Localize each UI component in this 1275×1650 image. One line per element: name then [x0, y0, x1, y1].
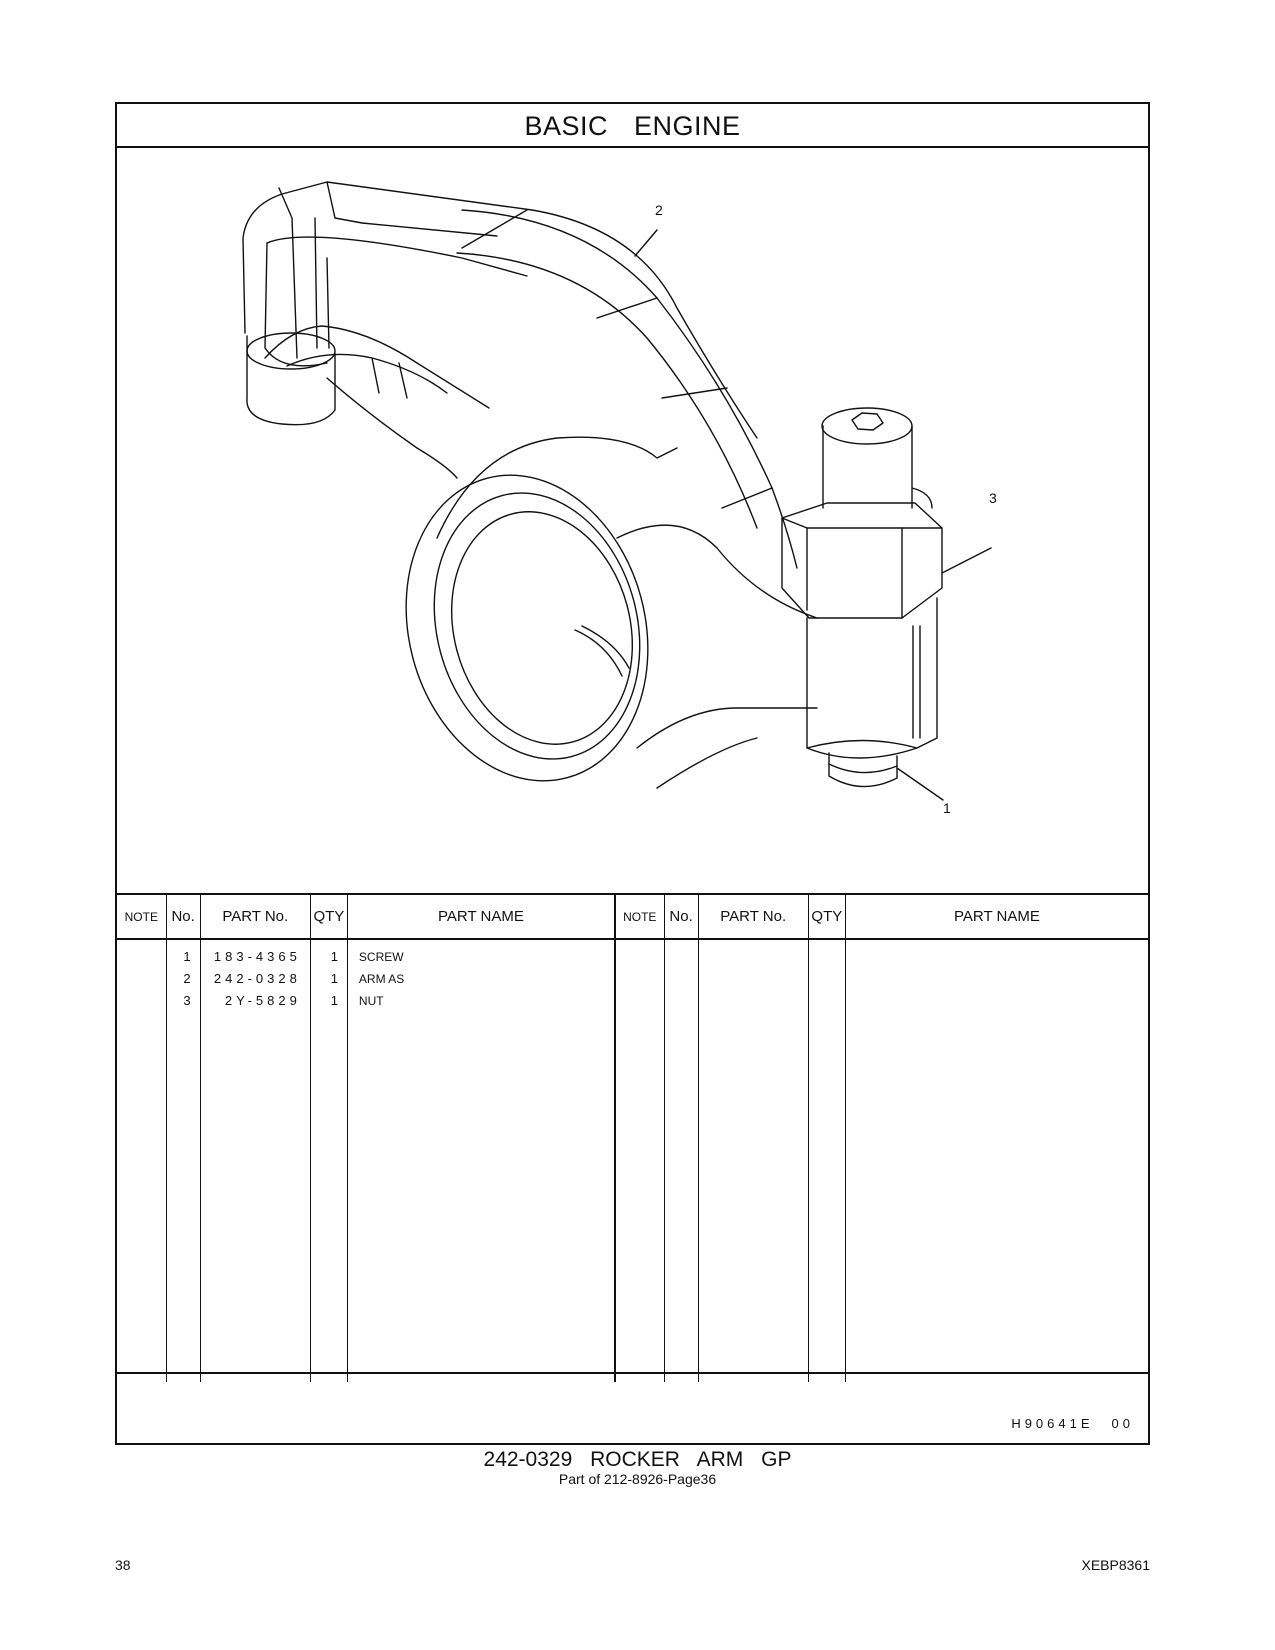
document-code: XEBP8361 — [1081, 1557, 1150, 1573]
col-note: NOTE — [117, 894, 166, 939]
part-number: 2Y-5829 — [224, 993, 301, 1008]
col-qty-right: QTY — [808, 894, 845, 939]
col-no-right: No. — [664, 894, 698, 939]
part-number-cells — [200, 939, 310, 1382]
parts-list-table — [117, 893, 1148, 1382]
item-number: 1 — [183, 949, 191, 964]
col-part-no-right: PART No. — [698, 894, 808, 939]
illustration-reference — [1011, 1416, 1134, 1431]
note-cells — [117, 939, 166, 1382]
callout-1: 1 — [943, 800, 951, 816]
revision-code: 00 — [1111, 1416, 1134, 1431]
reference-band — [117, 1372, 1148, 1445]
qty-cells-right — [808, 939, 845, 1382]
col-note-right: NOTE — [615, 894, 664, 939]
table-header-row — [117, 894, 1148, 939]
col-part-name: PART NAME — [347, 894, 615, 939]
parts-page-frame — [115, 102, 1150, 1445]
col-part-no: PART No. — [200, 894, 310, 939]
part-number: 242-0328 — [213, 971, 301, 986]
item-number-cells-right — [664, 939, 698, 1382]
quantity: 1 — [330, 949, 338, 964]
group-subtitle: Part of 212-8926-Page36 — [558, 1471, 717, 1487]
part-number-cells-right — [698, 939, 808, 1382]
ref-code: H90641E — [1011, 1416, 1094, 1431]
item-number: 3 — [183, 993, 191, 1008]
col-qty: QTY — [310, 894, 347, 939]
qty-cells — [310, 939, 347, 1382]
group-title: 242-0329 ROCKER ARM GP — [483, 1448, 792, 1471]
callout-2: 2 — [655, 202, 663, 218]
part-name: NUT — [358, 994, 384, 1008]
quantity: 1 — [330, 971, 338, 986]
exploded-view-diagram — [117, 148, 1148, 893]
part-name-cells — [347, 939, 615, 1382]
part-number: 183-4365 — [213, 949, 301, 964]
item-number-cells — [166, 939, 200, 1382]
rocker-arm-drawing — [117, 148, 1148, 893]
quantity: 1 — [330, 993, 338, 1008]
table-body — [117, 939, 1148, 1382]
part-name-cells-right — [845, 939, 1148, 1382]
item-number: 2 — [183, 971, 191, 986]
col-no: No. — [166, 894, 200, 939]
section-title: BASIC ENGINE — [117, 104, 1148, 148]
callout-3: 3 — [989, 490, 997, 506]
note-cells-right — [615, 939, 664, 1382]
page-number: 38 — [115, 1557, 131, 1573]
col-part-name-right: PART NAME — [845, 894, 1148, 939]
part-name: ARM AS — [358, 972, 405, 986]
part-name: SCREW — [358, 950, 404, 964]
